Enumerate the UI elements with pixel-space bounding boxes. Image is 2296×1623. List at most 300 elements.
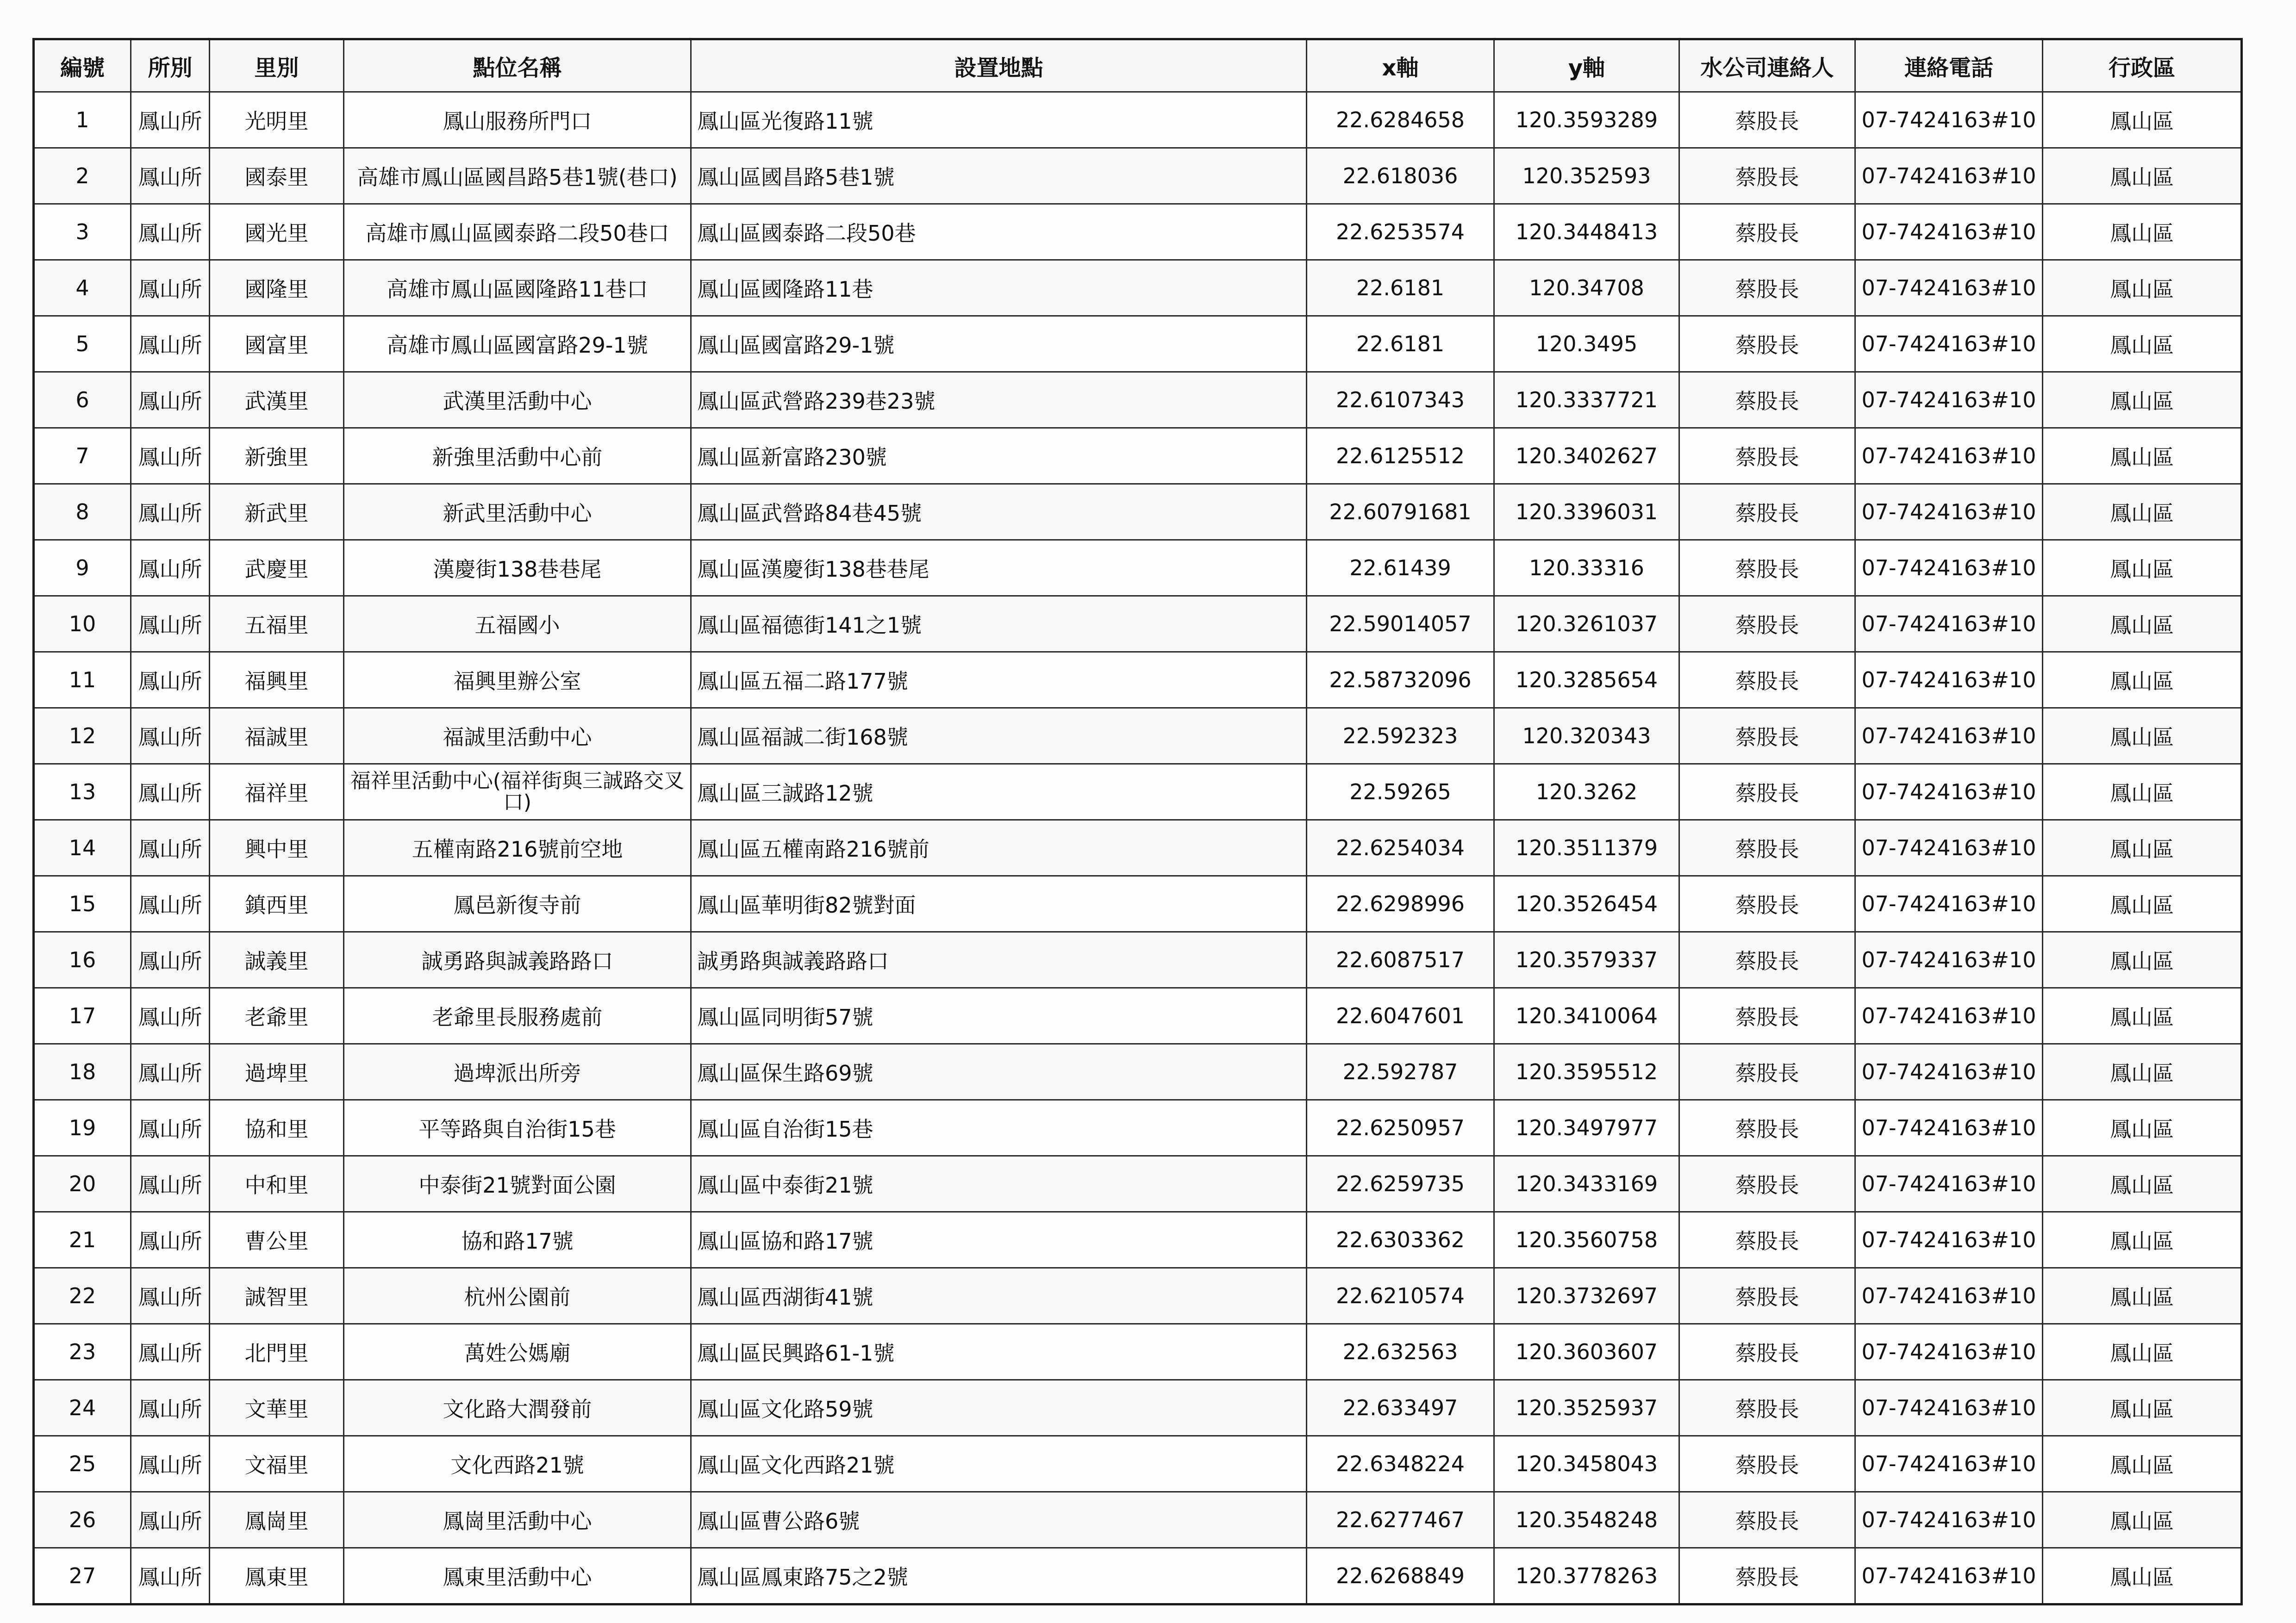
cell-phone: 07-7424163#10: [1855, 1044, 2043, 1100]
cell-y: 120.3396031: [1494, 484, 1679, 540]
cell-location: 誠勇路與誠義路路口: [691, 932, 1307, 988]
cell-office: 鳳山所: [131, 1044, 210, 1100]
cell-x: 22.60791681: [1307, 484, 1494, 540]
cell-x: 22.6107343: [1307, 372, 1494, 428]
cell-number: 14: [34, 820, 131, 876]
table-row: [34, 652, 2242, 708]
cell-office: 鳳山所: [131, 1492, 210, 1548]
cell-district: 鳳山區: [2043, 820, 2242, 876]
cell-y: 120.3337721: [1494, 372, 1679, 428]
cell-y: 120.3448413: [1494, 204, 1679, 260]
cell-site-name: 萬姓公媽廟: [344, 1324, 691, 1380]
cell-phone: 07-7424163#10: [1855, 932, 2043, 988]
cell-phone: 07-7424163#10: [1855, 148, 2043, 204]
cell-district: 鳳山區: [2043, 708, 2242, 764]
cell-district: 鳳山區: [2043, 652, 2242, 708]
cell-office: 鳳山所: [131, 1100, 210, 1156]
cell-village: 老爺里: [210, 988, 344, 1044]
cell-office: 鳳山所: [131, 484, 210, 540]
cell-village: 新武里: [210, 484, 344, 540]
header-phone: 連絡電話: [1855, 39, 2043, 92]
cell-office: 鳳山所: [131, 1436, 210, 1492]
cell-location: 鳳山區文化路59號: [691, 1380, 1307, 1436]
cell-site-name: 鳳邑新復寺前: [344, 876, 691, 932]
cell-contact: 蔡股長: [1679, 1492, 1855, 1548]
cell-location: 鳳山區三誠路12號: [691, 764, 1307, 820]
cell-contact: 蔡股長: [1679, 708, 1855, 764]
cell-district: 鳳山區: [2043, 1380, 2242, 1436]
cell-phone: 07-7424163#10: [1855, 92, 2043, 148]
cell-location: 鳳山區國隆路11巷: [691, 260, 1307, 316]
cell-village: 武慶里: [210, 540, 344, 596]
table-row: [34, 484, 2242, 540]
cell-number: 27: [34, 1548, 131, 1604]
cell-district: 鳳山區: [2043, 148, 2242, 204]
cell-x: 22.6181: [1307, 316, 1494, 372]
cell-x: 22.633497: [1307, 1380, 1494, 1436]
cell-district: 鳳山區: [2043, 204, 2242, 260]
cell-site-name: 文化路大潤發前: [344, 1380, 691, 1436]
cell-y: 120.3595512: [1494, 1044, 1679, 1100]
cell-district: 鳳山區: [2043, 596, 2242, 652]
cell-phone: 07-7424163#10: [1855, 204, 2043, 260]
cell-contact: 蔡股長: [1679, 820, 1855, 876]
cell-district: 鳳山區: [2043, 1268, 2242, 1324]
table-row: [34, 708, 2242, 764]
cell-location: 鳳山區福德街141之1號: [691, 596, 1307, 652]
cell-phone: 07-7424163#10: [1855, 1212, 2043, 1268]
header-site-name: 點位名稱: [344, 39, 691, 92]
cell-office: 鳳山所: [131, 988, 210, 1044]
cell-contact: 蔡股長: [1679, 932, 1855, 988]
cell-office: 鳳山所: [131, 708, 210, 764]
cell-contact: 蔡股長: [1679, 1548, 1855, 1604]
table-row: [34, 92, 2242, 148]
cell-village: 國泰里: [210, 148, 344, 204]
cell-site-name: 鳳山服務所門口: [344, 92, 691, 148]
cell-number: 13: [34, 764, 131, 820]
cell-site-name: 新武里活動中心: [344, 484, 691, 540]
cell-contact: 蔡股長: [1679, 92, 1855, 148]
cell-number: 26: [34, 1492, 131, 1548]
cell-contact: 蔡股長: [1679, 428, 1855, 484]
cell-y: 120.3593289: [1494, 92, 1679, 148]
cell-district: 鳳山區: [2043, 932, 2242, 988]
cell-location: 鳳山區自治街15巷: [691, 1100, 1307, 1156]
cell-number: 8: [34, 484, 131, 540]
cell-number: 7: [34, 428, 131, 484]
cell-contact: 蔡股長: [1679, 1324, 1855, 1380]
cell-district: 鳳山區: [2043, 1436, 2242, 1492]
cell-contact: 蔡股長: [1679, 316, 1855, 372]
cell-office: 鳳山所: [131, 1156, 210, 1212]
cell-site-name: 鳳崗里活動中心: [344, 1492, 691, 1548]
header-contact: 水公司連絡人: [1679, 39, 1855, 92]
cell-office: 鳳山所: [131, 148, 210, 204]
cell-site-name: 平等路與自治街15巷: [344, 1100, 691, 1156]
cell-district: 鳳山區: [2043, 1324, 2242, 1380]
cell-village: 過埤里: [210, 1044, 344, 1100]
table-row: [34, 204, 2242, 260]
cell-site-name: 中泰街21號對面公園: [344, 1156, 691, 1212]
table-row: [34, 1436, 2242, 1492]
cell-y: 120.3458043: [1494, 1436, 1679, 1492]
cell-x: 22.6268849: [1307, 1548, 1494, 1604]
cell-village: 曹公里: [210, 1212, 344, 1268]
cell-y: 120.3433169: [1494, 1156, 1679, 1212]
cell-number: 16: [34, 932, 131, 988]
cell-number: 10: [34, 596, 131, 652]
cell-y: 120.3732697: [1494, 1268, 1679, 1324]
table-header-row: [34, 39, 2242, 92]
cell-site-name: 鳳東里活動中心: [344, 1548, 691, 1604]
cell-village: 福誠里: [210, 708, 344, 764]
cell-office: 鳳山所: [131, 1548, 210, 1604]
cell-location: 鳳山區文化西路21號: [691, 1436, 1307, 1492]
table-row: [34, 820, 2242, 876]
cell-location: 鳳山區曹公路6號: [691, 1492, 1307, 1548]
cell-number: 22: [34, 1268, 131, 1324]
cell-district: 鳳山區: [2043, 260, 2242, 316]
cell-phone: 07-7424163#10: [1855, 1100, 2043, 1156]
cell-site-name: 協和路17號: [344, 1212, 691, 1268]
cell-village: 北門里: [210, 1324, 344, 1380]
cell-y: 120.33316: [1494, 540, 1679, 596]
cell-number: 18: [34, 1044, 131, 1100]
cell-site-name: 杭州公園前: [344, 1268, 691, 1324]
cell-y: 120.34708: [1494, 260, 1679, 316]
cell-village: 誠智里: [210, 1268, 344, 1324]
cell-number: 17: [34, 988, 131, 1044]
cell-location: 鳳山區民興路61-1號: [691, 1324, 1307, 1380]
cell-number: 19: [34, 1100, 131, 1156]
table-row: [34, 1548, 2242, 1604]
cell-village: 文華里: [210, 1380, 344, 1436]
header-village: 里別: [210, 39, 344, 92]
cell-office: 鳳山所: [131, 260, 210, 316]
table-row: [34, 372, 2242, 428]
cell-x: 22.6284658: [1307, 92, 1494, 148]
cell-y: 120.3778263: [1494, 1548, 1679, 1604]
table-row: [34, 148, 2242, 204]
table-row: [34, 988, 2242, 1044]
cell-contact: 蔡股長: [1679, 596, 1855, 652]
cell-office: 鳳山所: [131, 876, 210, 932]
cell-x: 22.6348224: [1307, 1436, 1494, 1492]
cell-phone: 07-7424163#10: [1855, 1380, 2043, 1436]
cell-contact: 蔡股長: [1679, 260, 1855, 316]
cell-y: 120.320343: [1494, 708, 1679, 764]
cell-x: 22.6181: [1307, 260, 1494, 316]
cell-location: 鳳山區武營路239巷23號: [691, 372, 1307, 428]
cell-contact: 蔡股長: [1679, 1268, 1855, 1324]
table-row: [34, 540, 2242, 596]
cell-location: 鳳山區同明街57號: [691, 988, 1307, 1044]
table-row: [34, 1268, 2242, 1324]
cell-phone: 07-7424163#10: [1855, 764, 2043, 820]
cell-district: 鳳山區: [2043, 1156, 2242, 1212]
cell-office: 鳳山所: [131, 764, 210, 820]
cell-site-name: 新強里活動中心前: [344, 428, 691, 484]
cell-office: 鳳山所: [131, 372, 210, 428]
cell-office: 鳳山所: [131, 92, 210, 148]
table-row: [34, 428, 2242, 484]
cell-number: 12: [34, 708, 131, 764]
cell-district: 鳳山區: [2043, 484, 2242, 540]
cell-village: 國光里: [210, 204, 344, 260]
cell-phone: 07-7424163#10: [1855, 708, 2043, 764]
cell-contact: 蔡股長: [1679, 1380, 1855, 1436]
cell-number: 3: [34, 204, 131, 260]
table-row: [34, 1324, 2242, 1380]
header-district: 行政區: [2043, 39, 2242, 92]
cell-village: 福興里: [210, 652, 344, 708]
cell-site-name: 過埤派出所旁: [344, 1044, 691, 1100]
cell-contact: 蔡股長: [1679, 1100, 1855, 1156]
cell-district: 鳳山區: [2043, 876, 2242, 932]
cell-y: 120.3262: [1494, 764, 1679, 820]
cell-village: 鎮西里: [210, 876, 344, 932]
cell-y: 120.3410064: [1494, 988, 1679, 1044]
cell-y: 120.3579337: [1494, 932, 1679, 988]
cell-district: 鳳山區: [2043, 1548, 2242, 1604]
cell-office: 鳳山所: [131, 204, 210, 260]
cell-district: 鳳山區: [2043, 428, 2242, 484]
cell-y: 120.3526454: [1494, 876, 1679, 932]
cell-location: 鳳山區華明街82號對面: [691, 876, 1307, 932]
cell-contact: 蔡股長: [1679, 484, 1855, 540]
cell-y: 120.3560758: [1494, 1212, 1679, 1268]
cell-x: 22.618036: [1307, 148, 1494, 204]
cell-office: 鳳山所: [131, 596, 210, 652]
cell-number: 11: [34, 652, 131, 708]
cell-office: 鳳山所: [131, 652, 210, 708]
table-row: [34, 260, 2242, 316]
cell-y: 120.3525937: [1494, 1380, 1679, 1436]
cell-location: 鳳山區國昌路5巷1號: [691, 148, 1307, 204]
cell-number: 5: [34, 316, 131, 372]
cell-phone: 07-7424163#10: [1855, 260, 2043, 316]
cell-village: 新強里: [210, 428, 344, 484]
header-number: 編號: [34, 39, 131, 92]
cell-village: 五福里: [210, 596, 344, 652]
cell-office: 鳳山所: [131, 316, 210, 372]
cell-location: 鳳山區武營路84巷45號: [691, 484, 1307, 540]
cell-phone: 07-7424163#10: [1855, 652, 2043, 708]
cell-x: 22.6125512: [1307, 428, 1494, 484]
cell-district: 鳳山區: [2043, 316, 2242, 372]
cell-location: 鳳山區五權南路216號前: [691, 820, 1307, 876]
cell-contact: 蔡股長: [1679, 1044, 1855, 1100]
cell-location: 鳳山區西湖街41號: [691, 1268, 1307, 1324]
cell-number: 25: [34, 1436, 131, 1492]
cell-site-name: 五權南路216號前空地: [344, 820, 691, 876]
table-row: [34, 932, 2242, 988]
cell-y: 120.3548248: [1494, 1492, 1679, 1548]
table-body: [34, 92, 2242, 1604]
cell-village: 鳳東里: [210, 1548, 344, 1604]
cell-village: 中和里: [210, 1156, 344, 1212]
cell-contact: 蔡股長: [1679, 988, 1855, 1044]
cell-phone: 07-7424163#10: [1855, 1492, 2043, 1548]
table-row: [34, 1380, 2242, 1436]
cell-contact: 蔡股長: [1679, 764, 1855, 820]
table-row: [34, 1100, 2242, 1156]
cell-location: 鳳山區保生路69號: [691, 1044, 1307, 1100]
cell-contact: 蔡股長: [1679, 148, 1855, 204]
cell-village: 協和里: [210, 1100, 344, 1156]
cell-contact: 蔡股長: [1679, 540, 1855, 596]
cell-district: 鳳山區: [2043, 1212, 2242, 1268]
cell-district: 鳳山區: [2043, 1100, 2242, 1156]
water-station-table: [32, 38, 2243, 1605]
cell-district: 鳳山區: [2043, 1492, 2242, 1548]
cell-number: 9: [34, 540, 131, 596]
cell-location: 鳳山區中泰街21號: [691, 1156, 1307, 1212]
cell-x: 22.59265: [1307, 764, 1494, 820]
cell-x: 22.6210574: [1307, 1268, 1494, 1324]
cell-contact: 蔡股長: [1679, 204, 1855, 260]
cell-village: 鳳崗里: [210, 1492, 344, 1548]
cell-y: 120.3603607: [1494, 1324, 1679, 1380]
cell-site-name: 高雄市鳳山區國隆路11巷口: [344, 260, 691, 316]
cell-x: 22.6253574: [1307, 204, 1494, 260]
cell-number: 15: [34, 876, 131, 932]
table-row: [34, 764, 2242, 820]
cell-x: 22.6277467: [1307, 1492, 1494, 1548]
cell-village: 福祥里: [210, 764, 344, 820]
cell-y: 120.3495: [1494, 316, 1679, 372]
table-row: [34, 1044, 2242, 1100]
cell-location: 鳳山區協和路17號: [691, 1212, 1307, 1268]
cell-site-name: 武漢里活動中心: [344, 372, 691, 428]
cell-village: 文福里: [210, 1436, 344, 1492]
cell-site-name: 高雄市鳳山區國泰路二段50巷口: [344, 204, 691, 260]
cell-phone: 07-7424163#10: [1855, 596, 2043, 652]
cell-x: 22.59014057: [1307, 596, 1494, 652]
header-office: 所別: [131, 39, 210, 92]
cell-phone: 07-7424163#10: [1855, 876, 2043, 932]
header-y-axis: y軸: [1494, 39, 1679, 92]
cell-district: 鳳山區: [2043, 764, 2242, 820]
cell-y: 120.3497977: [1494, 1100, 1679, 1156]
cell-village: 武漢里: [210, 372, 344, 428]
cell-district: 鳳山區: [2043, 372, 2242, 428]
cell-phone: 07-7424163#10: [1855, 820, 2043, 876]
cell-office: 鳳山所: [131, 1212, 210, 1268]
cell-village: 興中里: [210, 820, 344, 876]
cell-phone: 07-7424163#10: [1855, 540, 2043, 596]
cell-site-name: 文化西路21號: [344, 1436, 691, 1492]
cell-village: 光明里: [210, 92, 344, 148]
cell-number: 2: [34, 148, 131, 204]
cell-x: 22.6303362: [1307, 1212, 1494, 1268]
cell-site-name: 五福國小: [344, 596, 691, 652]
cell-contact: 蔡股長: [1679, 876, 1855, 932]
cell-office: 鳳山所: [131, 1268, 210, 1324]
cell-location: 鳳山區新富路230號: [691, 428, 1307, 484]
cell-contact: 蔡股長: [1679, 652, 1855, 708]
cell-x: 22.58732096: [1307, 652, 1494, 708]
cell-office: 鳳山所: [131, 820, 210, 876]
cell-number: 24: [34, 1380, 131, 1436]
cell-village: 國隆里: [210, 260, 344, 316]
cell-x: 22.6254034: [1307, 820, 1494, 876]
cell-x: 22.6087517: [1307, 932, 1494, 988]
table-row: [34, 596, 2242, 652]
header-location: 設置地點: [691, 39, 1307, 92]
table-row: [34, 1212, 2242, 1268]
cell-phone: 07-7424163#10: [1855, 1548, 2043, 1604]
table-row: [34, 1492, 2242, 1548]
cell-location: 鳳山區國富路29-1號: [691, 316, 1307, 372]
cell-number: 1: [34, 92, 131, 148]
cell-site-name: 福祥里活動中心(福祥街與三誠路交叉口): [344, 764, 691, 820]
cell-y: 120.3511379: [1494, 820, 1679, 876]
cell-site-name: 老爺里長服務處前: [344, 988, 691, 1044]
cell-phone: 07-7424163#10: [1855, 316, 2043, 372]
cell-phone: 07-7424163#10: [1855, 1268, 2043, 1324]
cell-office: 鳳山所: [131, 428, 210, 484]
cell-x: 22.632563: [1307, 1324, 1494, 1380]
cell-phone: 07-7424163#10: [1855, 372, 2043, 428]
cell-number: 20: [34, 1156, 131, 1212]
cell-district: 鳳山區: [2043, 1044, 2242, 1100]
cell-location: 鳳山區五福二路177號: [691, 652, 1307, 708]
cell-contact: 蔡股長: [1679, 372, 1855, 428]
cell-number: 23: [34, 1324, 131, 1380]
cell-x: 22.6298996: [1307, 876, 1494, 932]
cell-number: 6: [34, 372, 131, 428]
cell-x: 22.6250957: [1307, 1100, 1494, 1156]
cell-contact: 蔡股長: [1679, 1156, 1855, 1212]
cell-x: 22.592787: [1307, 1044, 1494, 1100]
cell-office: 鳳山所: [131, 1324, 210, 1380]
table-row: [34, 316, 2242, 372]
cell-phone: 07-7424163#10: [1855, 428, 2043, 484]
cell-x: 22.592323: [1307, 708, 1494, 764]
cell-x: 22.6047601: [1307, 988, 1494, 1044]
cell-x: 22.61439: [1307, 540, 1494, 596]
cell-y: 120.3402627: [1494, 428, 1679, 484]
cell-site-name: 誠勇路與誠義路路口: [344, 932, 691, 988]
cell-phone: 07-7424163#10: [1855, 484, 2043, 540]
cell-site-name: 高雄市鳳山區國昌路5巷1號(巷口): [344, 148, 691, 204]
cell-y: 120.352593: [1494, 148, 1679, 204]
cell-site-name: 福誠里活動中心: [344, 708, 691, 764]
cell-village: 誠義里: [210, 932, 344, 988]
cell-district: 鳳山區: [2043, 988, 2242, 1044]
cell-contact: 蔡股長: [1679, 1212, 1855, 1268]
cell-number: 4: [34, 260, 131, 316]
cell-district: 鳳山區: [2043, 92, 2242, 148]
cell-phone: 07-7424163#10: [1855, 1156, 2043, 1212]
cell-district: 鳳山區: [2043, 540, 2242, 596]
cell-y: 120.3285654: [1494, 652, 1679, 708]
cell-number: 21: [34, 1212, 131, 1268]
cell-location: 鳳山區鳳東路75之2號: [691, 1548, 1307, 1604]
cell-office: 鳳山所: [131, 540, 210, 596]
cell-site-name: 漢慶街138巷巷尾: [344, 540, 691, 596]
table-row: [34, 1156, 2242, 1212]
cell-office: 鳳山所: [131, 1380, 210, 1436]
cell-office: 鳳山所: [131, 932, 210, 988]
table-row: [34, 876, 2242, 932]
cell-phone: 07-7424163#10: [1855, 988, 2043, 1044]
cell-location: 鳳山區國泰路二段50巷: [691, 204, 1307, 260]
cell-location: 鳳山區漢慶街138巷巷尾: [691, 540, 1307, 596]
cell-y: 120.3261037: [1494, 596, 1679, 652]
